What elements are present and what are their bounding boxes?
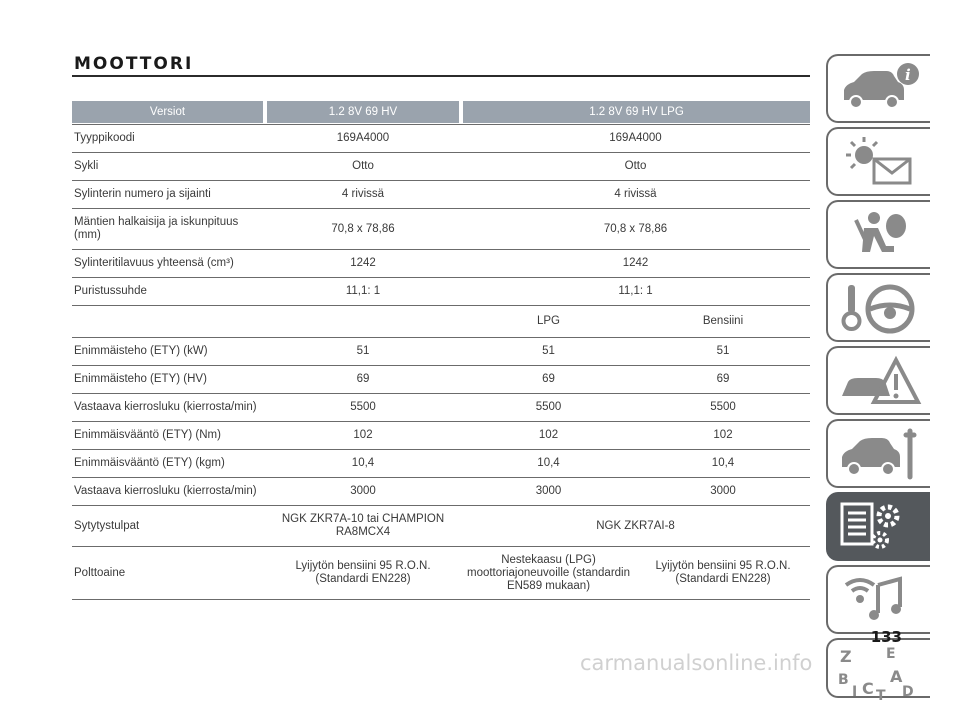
alphabetical-index-icon xyxy=(834,644,924,702)
row-value: 69 xyxy=(636,366,810,394)
row-value: 10,4 xyxy=(636,450,810,478)
row-value: 1242 xyxy=(461,250,810,278)
row-label: Enimmäisvääntö (ETY) (Nm) xyxy=(72,422,265,450)
empty-cell xyxy=(265,306,461,338)
row-value: 5500 xyxy=(265,394,461,422)
row-value: 102 xyxy=(461,422,636,450)
tab-technical-data[interactable] xyxy=(826,492,930,561)
row-value: 51 xyxy=(265,338,461,366)
table-row xyxy=(72,422,810,450)
multimedia-icon xyxy=(834,571,924,629)
table-row xyxy=(72,506,810,547)
tab-dashboard[interactable] xyxy=(826,54,930,123)
svg-text:E: E xyxy=(886,646,896,662)
svg-text:I: I xyxy=(852,684,858,700)
svg-text:Z: Z xyxy=(840,647,852,666)
sub-header-bensiini: Bensiini xyxy=(636,306,810,338)
title-divider xyxy=(72,75,810,77)
tab-maintenance[interactable] xyxy=(826,419,930,488)
svg-text:i: i xyxy=(905,66,911,84)
svg-text:A: A xyxy=(890,667,903,686)
airbag-safety-icon xyxy=(834,206,924,264)
row-label: Vastaava kierrosluku (kierrosta/min) xyxy=(72,478,265,506)
header-version-1: 1.2 8V 69 HV xyxy=(265,101,461,123)
road-hazard-icon xyxy=(834,352,924,410)
row-value: 3000 xyxy=(636,478,810,506)
sub-header-lpg: LPG xyxy=(461,306,636,338)
sub-header-row xyxy=(72,306,810,338)
tab-safety[interactable] xyxy=(826,200,930,269)
tab-index[interactable] xyxy=(826,638,930,702)
row-label: Vastaava kierrosluku (kierrosta/min) xyxy=(72,394,265,422)
watermark: carmanualsonline.info xyxy=(580,651,813,675)
svg-text:C: C xyxy=(862,679,874,698)
row-value: 51 xyxy=(461,338,636,366)
engine-spec-table xyxy=(72,101,810,600)
row-value: 102 xyxy=(265,422,461,450)
car-info-icon xyxy=(834,60,924,118)
car-maintenance-icon xyxy=(834,425,924,483)
row-value: 11,1: 1 xyxy=(461,278,810,306)
row-value: 3000 xyxy=(461,478,636,506)
page-title: MOOTTORI xyxy=(74,54,194,74)
table-row xyxy=(72,366,810,394)
row-value: 69 xyxy=(461,366,636,394)
row-value: 11,1: 1 xyxy=(265,278,461,306)
table-row xyxy=(72,250,810,278)
row-label: Enimmäisteho (ETY) (kW) xyxy=(72,338,265,366)
table-row xyxy=(72,181,810,209)
header-versions: Versiot xyxy=(72,101,265,123)
row-value: Otto xyxy=(265,153,461,181)
row-value: 3000 xyxy=(265,478,461,506)
svg-text:D: D xyxy=(902,684,914,700)
table-row xyxy=(72,278,810,306)
row-value: 5500 xyxy=(461,394,636,422)
technical-data-icon xyxy=(834,498,924,556)
row-value: 4 rivissä xyxy=(265,181,461,209)
row-value: Lyijytön bensiini 95 R.O.N. (Standardi EN228) xyxy=(636,547,810,600)
page-number: 133 xyxy=(870,628,902,646)
warning-lights-message-icon xyxy=(834,133,924,191)
table-row xyxy=(72,394,810,422)
table-row xyxy=(72,125,810,153)
row-value: Otto xyxy=(461,153,810,181)
empty-cell xyxy=(72,306,265,338)
row-label: Enimmäisteho (ETY) (HV) xyxy=(72,366,265,394)
key-steering-wheel-icon xyxy=(834,279,924,337)
row-value: 169A4000 xyxy=(461,125,810,153)
row-value: NGK ZKR7AI-8 xyxy=(461,506,810,547)
row-value: 5500 xyxy=(636,394,810,422)
row-value: NGK ZKR7A-10 tai CHAMPION RA8MCX4 xyxy=(265,506,461,547)
row-value: Nestekaasu (LPG) moottoriajoneuvoille (standardin EN589 mukaan) xyxy=(461,547,636,600)
row-value: 169A4000 xyxy=(265,125,461,153)
svg-text:B: B xyxy=(838,672,849,688)
row-label: Mäntien halkaisija ja iskunpituus (mm) xyxy=(72,209,265,250)
row-value: 4 rivissä xyxy=(461,181,810,209)
tab-warning-lights[interactable] xyxy=(826,127,930,196)
row-value: Lyijytön bensiini 95 R.O.N. (Standardi EN228) xyxy=(265,547,461,600)
table-row xyxy=(72,209,810,250)
row-value: 102 xyxy=(636,422,810,450)
row-value: 10,4 xyxy=(265,450,461,478)
row-label: Sykli xyxy=(72,153,265,181)
row-label: Polttoaine xyxy=(72,547,265,600)
row-label: Enimmäisvääntö (ETY) (kgm) xyxy=(72,450,265,478)
table-header-row xyxy=(72,101,810,123)
row-label: Sylinteritilavuus yhteensä (cm³) xyxy=(72,250,265,278)
row-value: 1242 xyxy=(265,250,461,278)
row-label: Sylinterin numero ja sijainti xyxy=(72,181,265,209)
svg-text:T: T xyxy=(876,688,886,702)
table-row xyxy=(72,338,810,366)
row-label: Sytytystulpat xyxy=(72,506,265,547)
row-label: Tyyppikoodi xyxy=(72,125,265,153)
row-value: 51 xyxy=(636,338,810,366)
row-value: 10,4 xyxy=(461,450,636,478)
table-row xyxy=(72,478,810,506)
row-value: 69 xyxy=(265,366,461,394)
row-value: 70,8 x 78,86 xyxy=(461,209,810,250)
tab-multimedia[interactable] xyxy=(826,565,930,634)
tab-starting[interactable] xyxy=(826,273,930,342)
table-row xyxy=(72,153,810,181)
header-version-2: 1.2 8V 69 HV LPG xyxy=(461,101,810,123)
tab-emergency[interactable] xyxy=(826,346,930,415)
row-label: Puristussuhde xyxy=(72,278,265,306)
row-value: 70,8 x 78,86 xyxy=(265,209,461,250)
table-row xyxy=(72,450,810,478)
table-row xyxy=(72,547,810,600)
